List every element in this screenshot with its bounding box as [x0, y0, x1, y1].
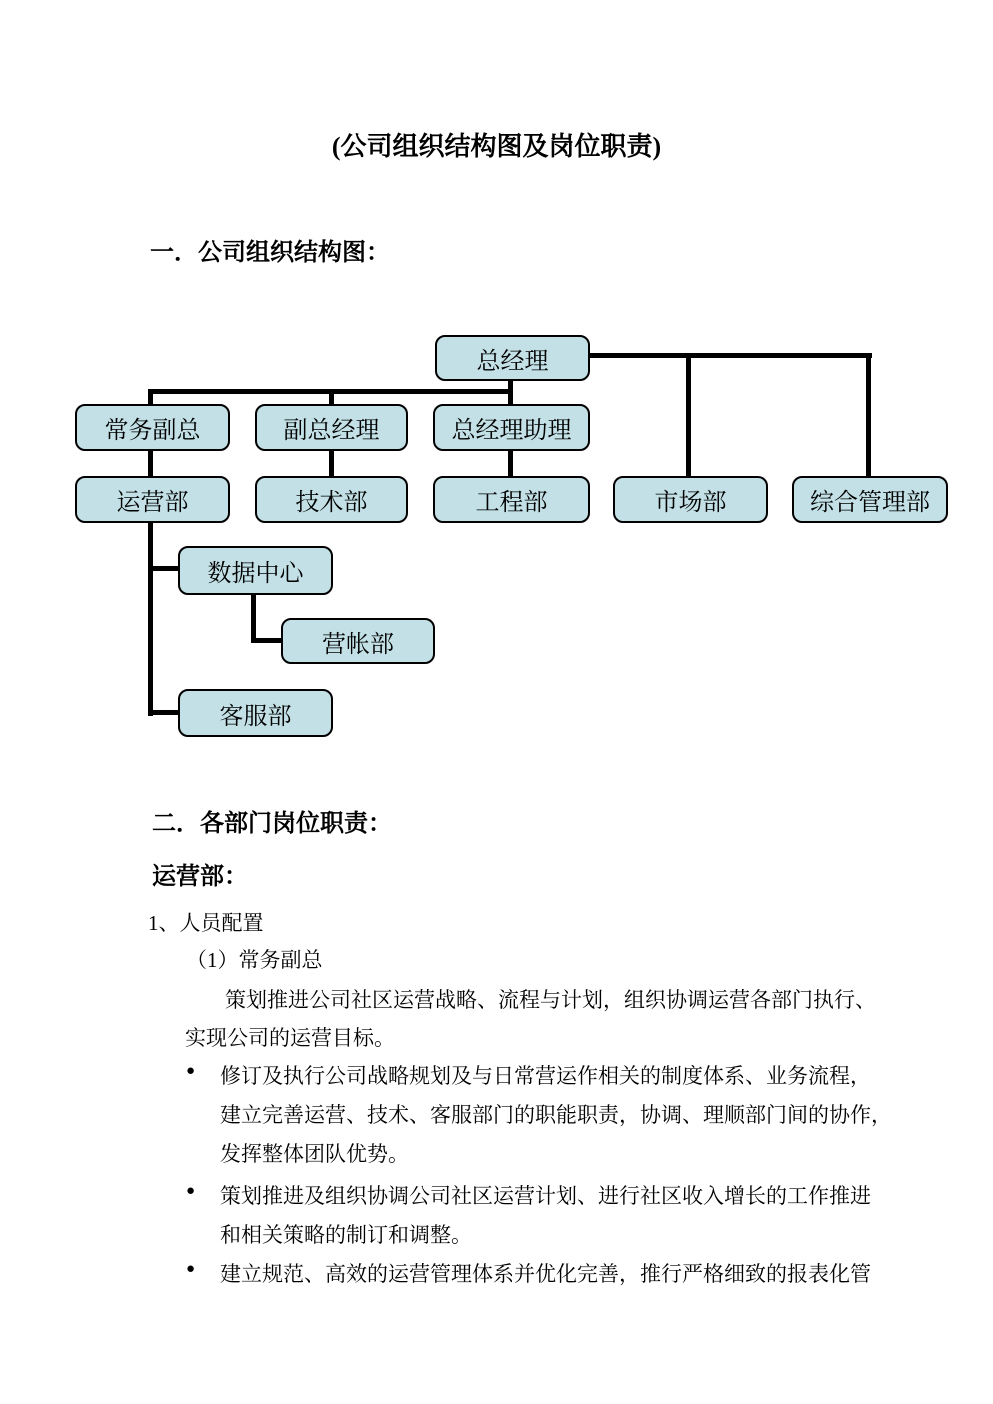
section2-heading: 二．各部门岗位职责： — [152, 811, 392, 837]
staffing-heading: 1、人员配置 — [148, 911, 264, 935]
org-node-deputy-general-manager: 副总经理 — [255, 404, 408, 451]
intro-line: 策划推进公司社区运营战略、流程与计划，组织协调运营各部门执行、 — [225, 988, 876, 1012]
connector-branch-customer-service — [148, 710, 180, 715]
intro-line: 实现公司的运营目标。 — [185, 1026, 395, 1050]
connector-drop-deputy-gm — [329, 389, 334, 404]
org-node-marketing-dept: 市场部 — [613, 476, 768, 523]
org-node-data-center: 数据中心 — [178, 546, 333, 595]
connector-assistant-to-engineering — [508, 451, 513, 476]
bullet-line: 策划推进及组织协调公司社区运营计划、进行社区收入增长的工作推进 — [220, 1184, 871, 1208]
org-node-customer-service-dept: 客服部 — [178, 689, 333, 737]
bullet-line: 发挥整体团队优势。 — [220, 1142, 409, 1166]
org-node-billing-dept: 营帐部 — [281, 618, 435, 664]
section1-heading: 一．公司组织结构图： — [150, 240, 390, 266]
connector-data-center-trunk — [251, 595, 256, 643]
org-node-operations-dept: 运营部 — [75, 476, 230, 523]
bullet-icon: ● — [186, 1261, 196, 1277]
connector-executive-deputy-to-operations — [148, 451, 153, 476]
org-node-technology-dept: 技术部 — [255, 476, 408, 523]
org-node-general-admin-dept: 综合管理部 — [792, 476, 948, 523]
org-node-engineering-dept: 工程部 — [433, 476, 590, 523]
org-node-executive-deputy-gm: 常务副总 — [75, 404, 230, 451]
connector-deputy-gm-to-technology — [329, 451, 334, 476]
org-node-gm-assistant: 总经理助理 — [433, 404, 590, 451]
org-node-general-manager: 总经理 — [435, 335, 590, 381]
connector-drop-marketing — [686, 353, 691, 476]
connector-gm-right-rail — [588, 353, 872, 358]
page-title: (公司组织结构图及岗位职责) — [331, 132, 662, 161]
connector-operations-trunk — [148, 523, 153, 716]
bullet-icon: ● — [186, 1183, 196, 1199]
bullet-line: 和相关策略的制订和调整。 — [220, 1223, 472, 1247]
connector-drop-general-admin — [866, 353, 871, 476]
bullet-icon: ● — [186, 1063, 196, 1079]
connector-branch-billing — [251, 638, 283, 643]
bullet-line: 修订及执行公司战略规划及与日常营运作相关的制度体系、业务流程， — [220, 1064, 871, 1088]
connector-drop-executive-deputy — [148, 389, 153, 404]
bullet-line: 建立规范、高效的运营管理体系并优化完善，推行严格细致的报表化管 — [220, 1262, 871, 1286]
connector-branch-data-center — [148, 566, 180, 571]
role-heading: （1）常务副总 — [186, 948, 323, 972]
dept-heading: 运营部： — [152, 864, 248, 890]
bullet-line: 建立完善运营、技术、客服部门的职能职责，协调、理顺部门间的协作， — [220, 1103, 892, 1127]
